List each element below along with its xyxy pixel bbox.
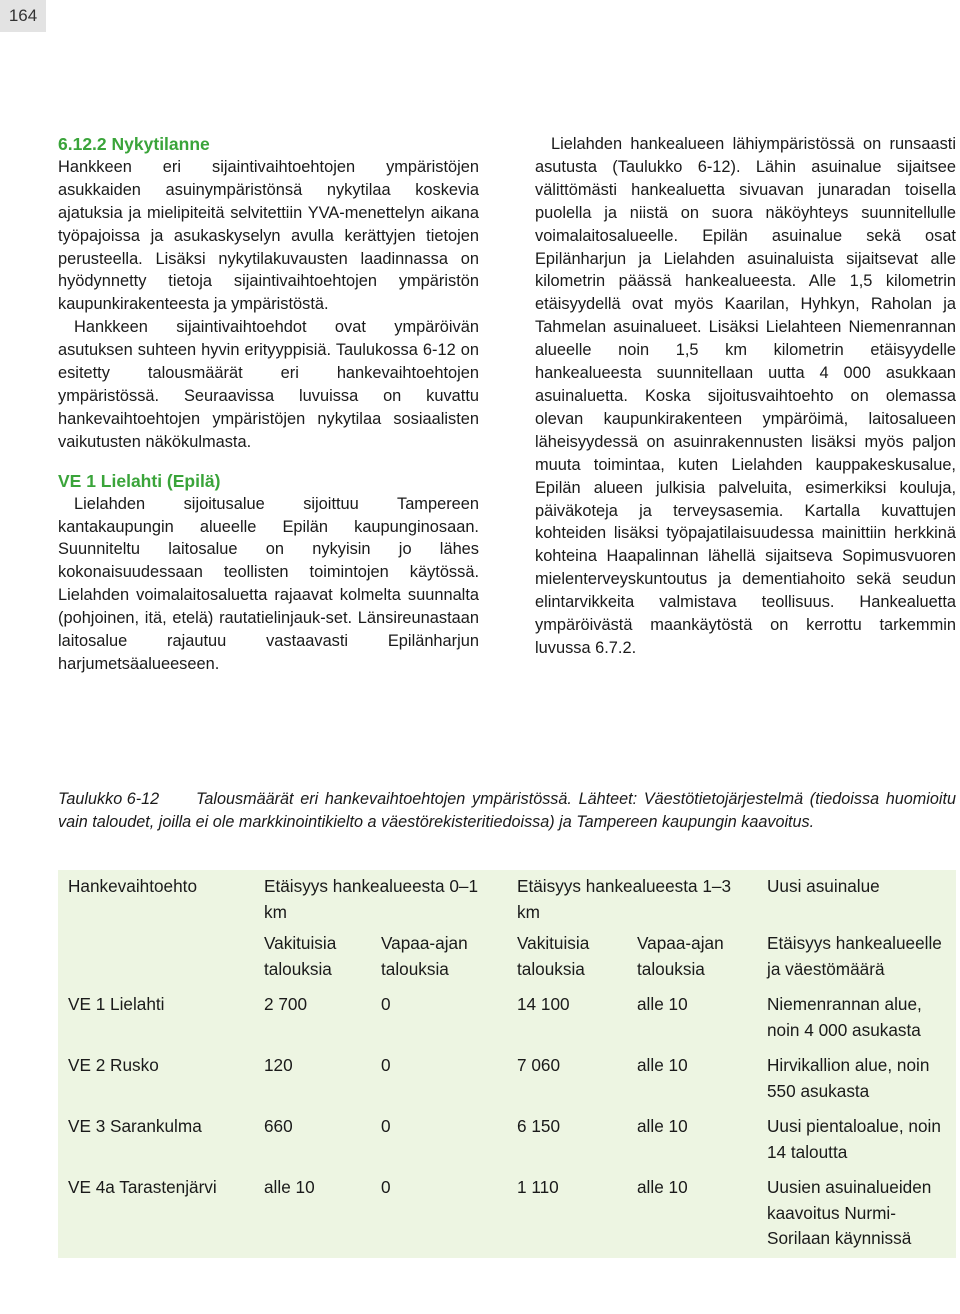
caption-label: Taulukko 6-12 xyxy=(58,790,160,808)
subheading-ve1: VE 1 Lielahti (Epilä) xyxy=(58,470,221,491)
cell-alternative: VE 3 Sarankulma xyxy=(68,1116,202,1136)
cell-leisure-far: alle 10 xyxy=(637,1116,688,1136)
table-header-row xyxy=(58,870,956,931)
header-leisure-1: Vapaa-ajan talouksia xyxy=(381,933,468,979)
header-distance-0-1km: Etäisyys hankealueesta 0–1 km xyxy=(264,876,479,922)
table-subheader-row xyxy=(58,931,956,988)
paragraph-alternatives: Hankkeen sijaintivaihtoehdot ovat ympäröivän asutuksen suhteen hyvin erityyppisiä. Taulukossa 6-12 on esitetty talousmäärät eri hankevaihtoehtojen ympäristössä. Seuraavissa luvuissa on kuvattu hankevaihtoehtojen ympäristöjen nykytilaa sosiaalisten vaikutusten näkökulmasta. xyxy=(58,318,479,451)
left-column xyxy=(58,133,479,676)
cell-leisure-near: 0 xyxy=(381,1116,391,1136)
cell-alternative: VE 2 Rusko xyxy=(68,1055,159,1075)
table-row xyxy=(58,1110,956,1171)
cell-leisure-far: alle 10 xyxy=(637,994,688,1014)
table-row xyxy=(58,1171,956,1258)
cell-permanent-near: 120 xyxy=(264,1055,293,1075)
table-caption xyxy=(58,788,956,833)
cell-new-area: Uusi pientaloalue, noin 14 taloutta xyxy=(767,1116,941,1162)
household-table xyxy=(58,870,956,1258)
cell-alternative: VE 1 Lielahti xyxy=(68,994,165,1014)
header-distance-population: Etäisyys hankealueelle ja väestömäärä xyxy=(767,933,942,979)
cell-leisure-far: alle 10 xyxy=(637,1177,688,1197)
section-title: Nykytilanne xyxy=(111,134,210,154)
paragraph-ve1-surroundings: Lielahden hankealueen lähiympäristössä on runsaasti asutusta (Taulukko 6-12). Lähin asuinalue sijaitsee välittömästi hankealuetta sivuavan junaradan toisella puolella ja niistä on suora näköyhteys suunnitellulle voimalaitosalueelle. Epilän asuinalue sekä osat Epilänharjun ja Lielahden asuinaluista sijaitsevat alle kilometrin päässä hankealueesta. Alle 1,5 kilometrin etäisyydellä ovat myös Kaarilan, Hyhkyn, Raholan ja Tahmelan asuinalueet. Lisäksi Lielahteen Niemenrannan alueelle noin 1,5 km kilometrin etäisyydelle hankealueesta suunnitellaan uutta 4 000 asukkaan asuinaluetta. Koska sijoitusvaihtoehto on olemassa olevan kaupunkirakenteen ympäröimä, laitosalueen läheisyydessä on asuinrakennusten lisäksi myös paljon muuta toimintaa, kuten Lielahden kauppakeskusalue, Epilän alueen julkisia palveluita, esimerkiksi kouluja, päiväkoteja ja terveysasemia. Kartalla kuvattujen kohteiden lisäksi työpajatilaisuudessa mainittiin herkkinä kohteina Haapalinnan lähellä sijaitseva Sopimusvuoren mielenterveyskuntoutus ja dementiahoito sekä seudun elintarvikkeita valmistava teollisuus. Hankealuetta ympäröivästä maankäytöstä on kerrottu tarkemmin luvussa 6.7.2. xyxy=(535,135,956,657)
cell-leisure-near: 0 xyxy=(381,994,391,1014)
header-distance-1-3km: Etäisyys hankealueesta 1–3 km xyxy=(517,876,732,922)
header-alternative: Hankevaihtoehto xyxy=(68,876,197,896)
cell-new-area: Uusien asuinalueiden kaavoitus Nurmi-Sorilaan käynnissä xyxy=(767,1177,932,1248)
page-number: 164 xyxy=(0,0,46,32)
cell-permanent-far: 14 100 xyxy=(517,994,570,1014)
cell-permanent-far: 1 110 xyxy=(517,1177,559,1197)
paragraph-ve1-location: Lielahden sijoitusalue sijoittuu Tampereen kantakaupungin alueelle Epilän kaupunginosaan. Suunniteltu laitosalue on nykyisin jo lähes kokonaisuudessaan teollisten toimintojen käytössä. Lielahden voimalaitosaluetta rajaavat kolmelta suunnalta (pohjoinen, itä, etelä) rautatielinjauk-set. Länsireunastaan laitosalue rajautuu vastaavasti Epilänharjun harjumetsäalueeseen. xyxy=(58,494,479,673)
cell-permanent-near: alle 10 xyxy=(264,1177,315,1197)
cell-leisure-far: alle 10 xyxy=(637,1055,688,1075)
cell-alternative: VE 4a Tarastenjärvi xyxy=(68,1177,217,1197)
header-new-area: Uusi asuinalue xyxy=(767,876,880,896)
cell-permanent-near: 660 xyxy=(264,1116,293,1136)
header-permanent-1: Vakituisia talouksia xyxy=(264,933,337,979)
cell-new-area: Hirvikallion alue, noin 550 asukasta xyxy=(767,1055,930,1101)
paragraph-intro: Hankkeen eri sijaintivaihtoehtojen ympäristöjen asukkaiden asuinympäristönsä nykytilaa koskevia ajatuksia ja mielipiteitä selvitettiin YVA-menettelyn aikana työpajoissa ja asukaskyselyn avulla kerättyjen tietojen perusteella. Lisäksi nykytilakuvausten laadinnassa on hyödynnetty tietoja sijaintivaihtoehtojen ympäristön kaupunkirakenteesta ja ympäristöstä. xyxy=(58,157,479,314)
table-row xyxy=(58,988,956,1049)
header-empty xyxy=(58,931,254,988)
caption-text: Talousmäärät eri hankevaihtoehtojen ympäristössä. Lähteet: Väestötietojärjestelmä (tiedoissa huomioitu vain taloudet, joilla ei ole markkinointikielto a väestörekisteritiedoissa) ja Tampereen kaupungin kaavoitus. xyxy=(58,790,956,831)
header-permanent-2: Vakituisia talouksia xyxy=(517,933,590,979)
cell-permanent-far: 7 060 xyxy=(517,1055,561,1075)
cell-new-area: Niemenrannan alue, noin 4 000 asukasta xyxy=(767,994,922,1040)
table-row xyxy=(58,1049,956,1110)
section-heading xyxy=(58,133,479,156)
cell-leisure-near: 0 xyxy=(381,1177,391,1197)
right-column xyxy=(535,133,956,660)
section-number: 6.12.2 xyxy=(58,134,107,154)
cell-permanent-near: 2 700 xyxy=(264,994,308,1014)
cell-permanent-far: 6 150 xyxy=(517,1116,561,1136)
cell-leisure-near: 0 xyxy=(381,1055,391,1075)
header-leisure-2: Vapaa-ajan talouksia xyxy=(637,933,724,979)
